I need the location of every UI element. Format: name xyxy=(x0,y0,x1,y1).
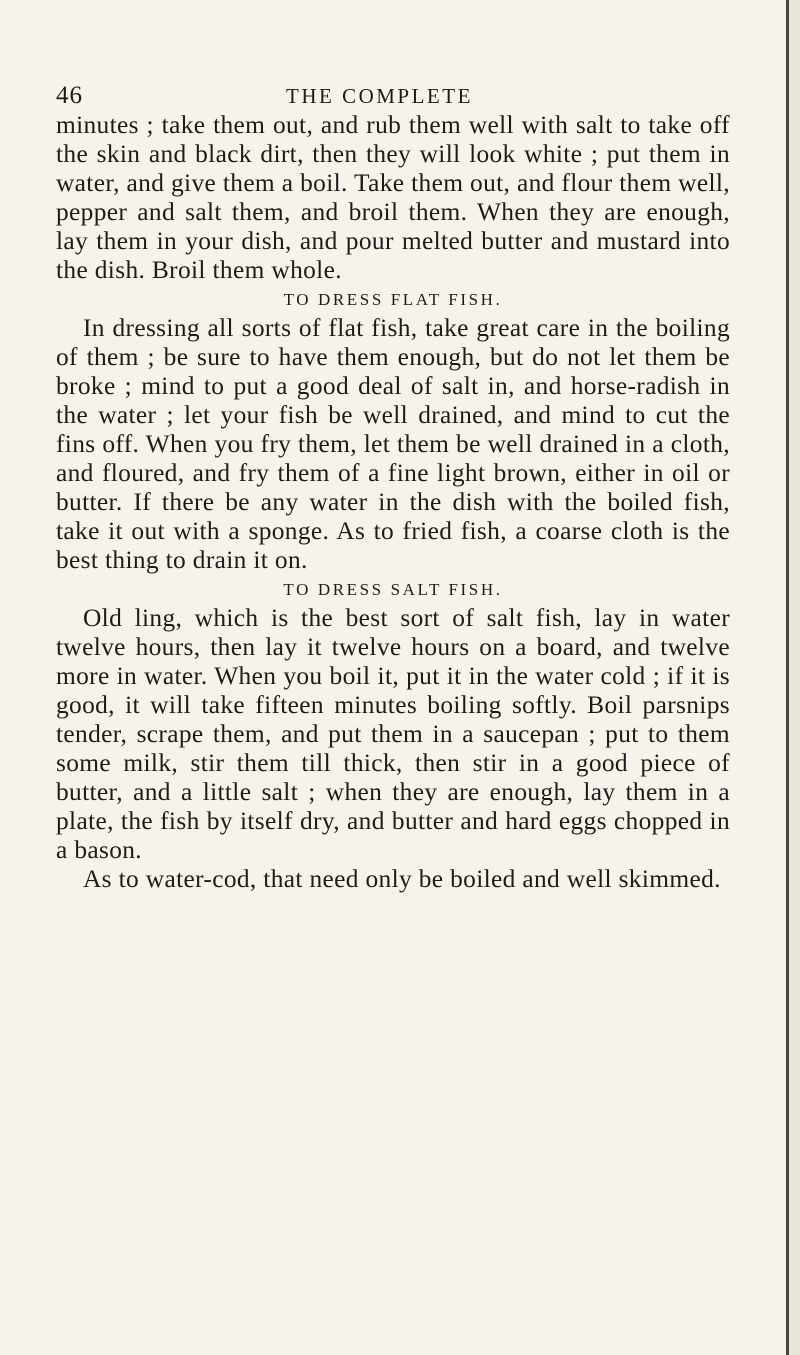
running-head: THE COMPLETE xyxy=(286,84,473,108)
paragraph-water-cod: As to water-cod, that need only be boiled and well skimmed. xyxy=(83,865,721,893)
body-text xyxy=(56,111,730,894)
section-heading-flat-fish: TO DRESS FLAT FISH. xyxy=(283,290,503,309)
page-edge-shadow xyxy=(789,0,800,1355)
paragraph-salt-fish: Old ling, which is the best sort of salt fish, lay in water twelve hours, then lay it twelve hours on a board, and twelve more in water. When you boil it, put it in the water cold ; if it is good, it will take fifteen minutes boiling softly. Boil parsnips tender, scrape them, and put them in a saucepan ; put to them some milk, stir them till thick, then stir in a good piece of butter, and a little salt ; when they are enough, lay them in a plate, the fish by itself dry, and butter and hard eggs chopped in a bason. xyxy=(56,604,730,864)
page-number: 46 xyxy=(56,82,83,109)
section-heading-salt-fish: TO DRESS SALT FISH. xyxy=(283,580,503,599)
paragraph-broil-instructions: minutes ; take them out, and rub them well with salt to take off the skin and black dirt, then they will look white ; put them in water, and give them a boil. Take them out, and flour them well, pepper and salt them, and broil them. When they are enough, lay them in your dish, and pour melted butter and mustard into the dish. Broil them whole. xyxy=(56,111,730,284)
paragraph-flat-fish: In dressing all sorts of flat fish, take great care in the boiling of them ; be sure to have them enough, but do not let them be broke ; mind to put a good deal of salt in, and horse-radish in the water ; let your fish be well drained, and mind to cut the fins off. When you fry them, let them be well drained in a cloth, and floured, and fry them of a fine light brown, either in oil or butter. If there be any water in the dish with the boiled fish, take it out with a sponge. As to fried fish, a coarse cloth is the best thing to drain it on. xyxy=(56,314,730,574)
